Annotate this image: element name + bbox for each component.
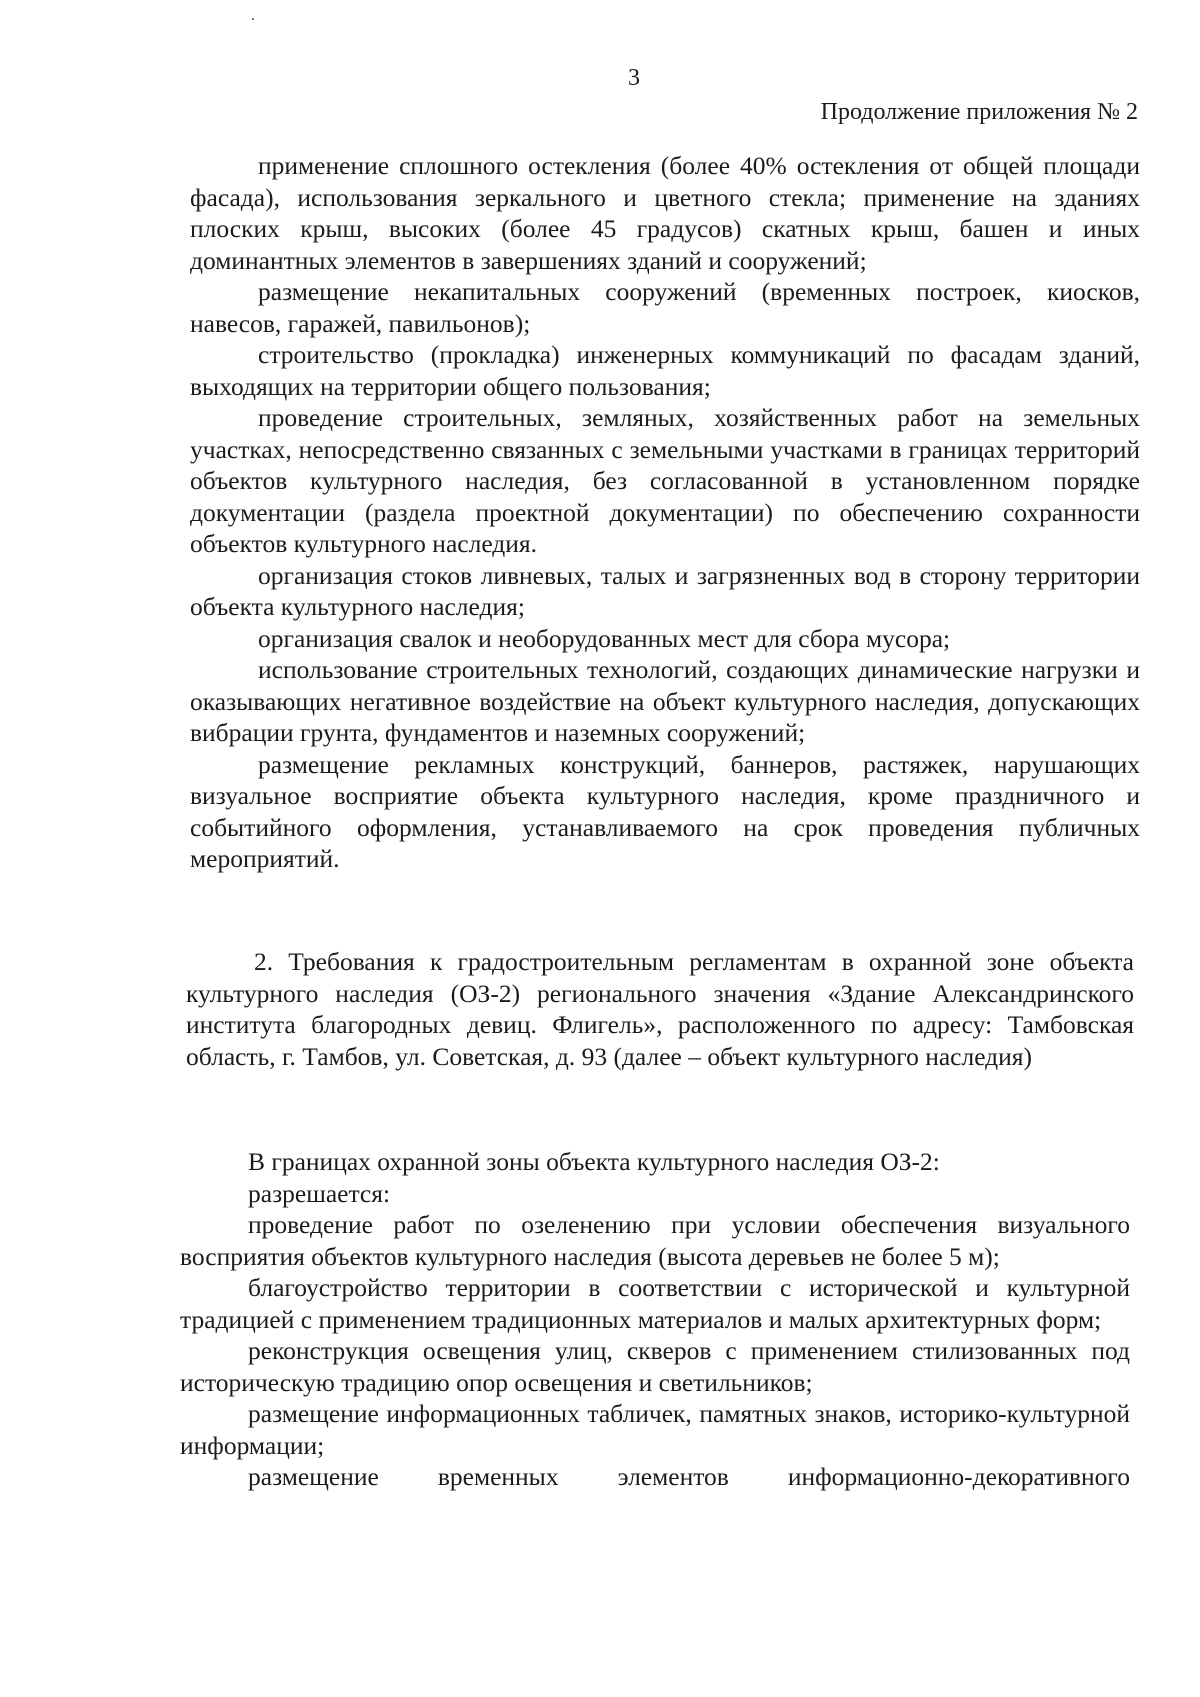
appendix-continuation-note: Продолжение приложения № 2 (820, 99, 1138, 125)
paragraph: применение сплошного остекления (более 40% остекления от общей площади фасада), использования зеркального и цветного стекла; применение на зданиях плоских крыш, высоких (более 45 градусов) скатных крыш, башен и иных доминантных элементов в завершениях зданий и сооружений; (190, 151, 1140, 275)
allowed-label: разрешается: (248, 1178, 391, 1208)
paragraph: реконструкция освещения улиц, скверов с применением стилизованных под историческую традицию опор освещения и светильников; (180, 1336, 1130, 1397)
section-heading-block (186, 946, 1134, 1072)
paragraph: организация свалок и необорудованных мест для сбора мусора; (258, 623, 951, 653)
paragraph: размещение информационных табличек, памятных знаков, историко-культурной информации; (180, 1399, 1130, 1460)
paragraph: размещение некапитальных сооружений (временных построек, киосков, навесов, гаражей, павильонов); (190, 277, 1140, 338)
zone-intro: В границах охранной зоны объекта культурного наследия ОЗ-2: (248, 1147, 940, 1176)
paragraph: использование строительных технологий, создающих динамические нагрузки и оказывающих негативное воздействие на объект культурного наследия, допускающих вибрации грунта, фундаментов и наземных сооружений; (190, 655, 1140, 747)
paragraph: благоустройство территории в соответствии с исторической и культурной традицией с применением традиционных материалов и малых архитектурных форм; (180, 1273, 1130, 1334)
paragraph: проведение работ по озеленению при условии обеспечения визуального восприятия объектов культурного наследия (высота деревьев не более 5 м); (180, 1210, 1130, 1271)
paragraph: проведение строительных, земляных, хозяйственных работ на земельных участках, непосредственно связанных с земельными участками в границах территорий объектов культурного наследия, без согласованной в установленном порядке документации (раздела проектной документации) по обеспечению сохранности объектов культурного наследия. (190, 403, 1140, 558)
prohibitions-list (190, 150, 1140, 875)
page-number: 3 (628, 65, 640, 91)
section-heading: 2. Требования к градостроительным регламентам в охранной зоне объекта культурного наследия (ОЗ-2) регионального значения «Здание Александринского института благородных девиц. Флигель», расположенного по адресу: Тамбовская область, г. Тамбов, ул. Советская, д. 93 (далее – объект культурного наследия) (186, 947, 1134, 1071)
paragraph: строительство (прокладка) инженерных коммуникаций по фасадам зданий, выходящих на территории общего пользования; (190, 340, 1140, 401)
paragraph: размещение рекламных конструкций, баннеров, растяжек, нарушающих визуальное восприятие объекта культурного наследия, кроме праздничного и событийного оформления, устанавливаемого на срок проведения публичных мероприятий. (190, 749, 1140, 873)
paragraph: организация стоков ливневых, талых и загрязненных вод в сторону территории объекта культурного наследия; (190, 560, 1140, 621)
permissions-list (180, 1146, 1130, 1493)
paragraph: размещение временных элементов информационно-декоративного (248, 1462, 1130, 1491)
scan-speck (252, 18, 254, 20)
